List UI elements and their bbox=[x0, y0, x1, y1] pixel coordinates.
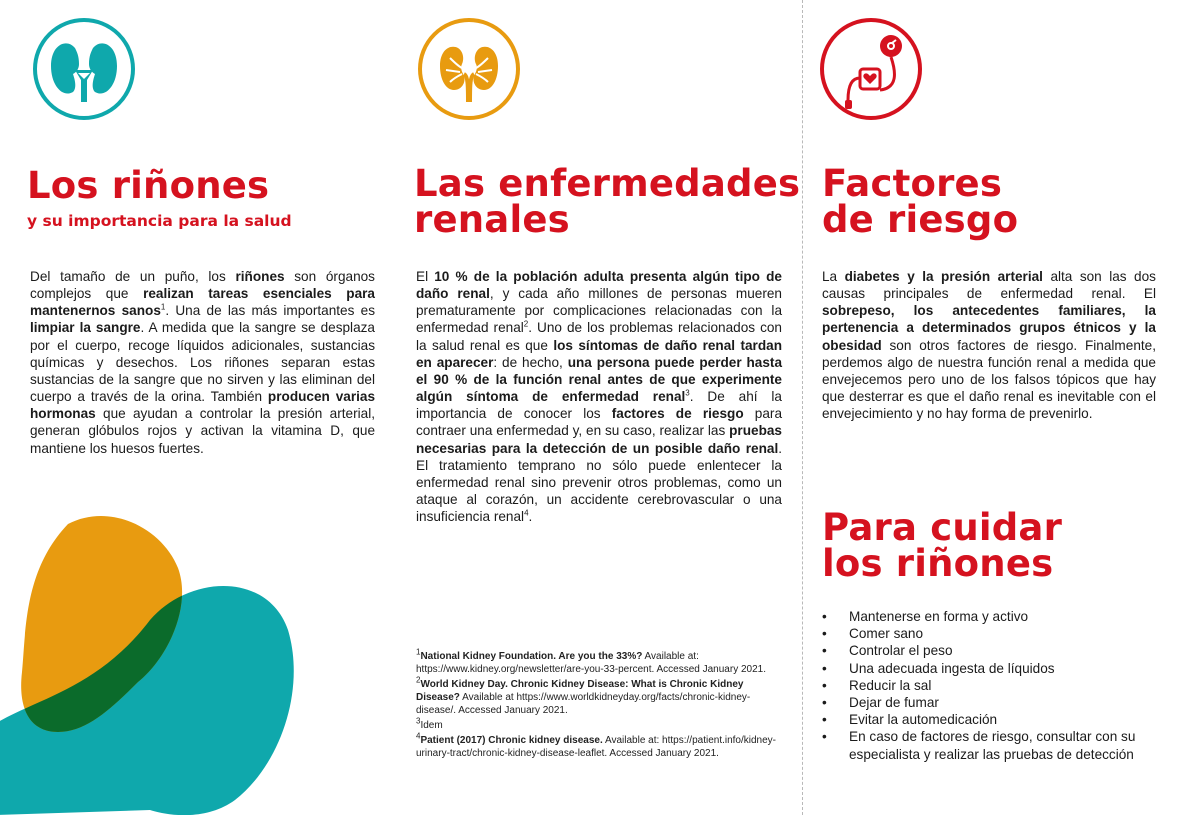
blood-pressure-monitor-icon bbox=[818, 16, 924, 122]
bold-run: 10 % de la población adulta presenta algún tipo de daño renal bbox=[416, 269, 782, 302]
text-run: Del tamaño de un puño, los bbox=[30, 269, 236, 284]
text-run: , y cada año millones de personas mueren prematuramente por complicaciones relacionadas con la enfermedad renal bbox=[416, 286, 782, 336]
col2-paragraph bbox=[416, 268, 782, 525]
bold-run: realizan tareas esenciales para mantenernos sanos bbox=[30, 286, 375, 319]
col1-subtitle: y su importancia para la salud bbox=[27, 212, 292, 230]
bold-run: factores de riesgo bbox=[611, 406, 744, 422]
text-run: alta son las dos causas principales de enfermedad renal. El bbox=[822, 269, 1156, 302]
footnote-mark: 2 bbox=[416, 675, 421, 685]
text-run: : de hecho, bbox=[493, 354, 568, 370]
bold-run: riñones bbox=[235, 269, 285, 284]
footnote-mark: 4 bbox=[524, 508, 529, 518]
text-run: Available at: https://patient.info/kidney-urinary-tract/chronic-kidney-disease-leaflet. Accessed January 2021. bbox=[416, 735, 777, 759]
tip-item: • Comer sano bbox=[822, 625, 1152, 642]
footnote-mark: 3 bbox=[685, 388, 690, 398]
tip-item: • En caso de factores de riesgo, consultar con su especialista y realizar las pruebas de detección bbox=[822, 728, 1152, 762]
tip-item: • Una adecuada ingesta de líquidos bbox=[822, 660, 1152, 677]
footnote-mark: 2 bbox=[523, 319, 529, 329]
text-run: Available at https://www.worldkidneyday.org/facts/chronic-kidney-disease/. Accessed January 2021. bbox=[416, 692, 751, 716]
footnote-mark: 3 bbox=[416, 716, 421, 726]
bold-run: National Kidney Foundation. Are you the 33%? bbox=[420, 651, 643, 662]
bold-run: limpiar la sangre bbox=[30, 320, 141, 336]
text-run: para contraer una enfermedad y, en su caso, realizar las bbox=[416, 406, 783, 439]
text-run: que ayudan a controlar la presión arterial, generan glóbulos rojos y activan la vitamina D, que mantiene los huesos fuertes. bbox=[30, 406, 375, 456]
text-run: . El tratamiento temprano no sólo puede enlentecer la enfermedad renal sino prevenir otros problemas, como un ataque al corazón, un accidente cerebrovascular o una insuficiencia renal bbox=[416, 440, 782, 525]
care-title-line2: los riñones bbox=[822, 542, 1054, 585]
text-run: . A medida que la sangre se desplaza por el cuerpo, recoge líquidos adicionales, sustancias químicas y desechos. Los riñones separan estas sustancias de la sangre que no sirven y las eliminan del cuerpo a través de la orina. También bbox=[30, 320, 375, 405]
decorative-kidney-shapes bbox=[0, 510, 300, 815]
reference-3 bbox=[416, 716, 782, 732]
reference-2 bbox=[416, 675, 782, 717]
reference-4 bbox=[416, 731, 782, 760]
col3-paragraph bbox=[822, 268, 1156, 422]
col2-title-line2: renales bbox=[414, 198, 570, 241]
care-tips-list bbox=[822, 608, 1152, 763]
text-run: . bbox=[528, 509, 533, 525]
footnote-mark: 4 bbox=[416, 731, 421, 741]
tip-item: • Mantenerse en forma y activo bbox=[822, 608, 1152, 625]
col2-title-line1: Las enfermedades bbox=[414, 162, 801, 205]
col1-title: Los riñones bbox=[27, 164, 270, 207]
care-title-line1: Para cuidar bbox=[822, 506, 1063, 549]
text-run: La bbox=[822, 269, 845, 284]
bold-run: World Kidney Day. Chronic Kidney Disease: What is Chronic Kidney Disease? bbox=[416, 679, 744, 703]
text-run: . Una de las más importantes es bbox=[165, 303, 375, 319]
text-run: Idem bbox=[420, 720, 443, 731]
tip-item: • Dejar de fumar bbox=[822, 694, 1152, 711]
col3-title-line2: de riesgo bbox=[822, 198, 1019, 241]
text-run: son órganos complejos que bbox=[30, 269, 375, 302]
reference-1 bbox=[416, 647, 782, 676]
bold-run: una persona puede perder hasta el 90 % de la función renal antes de que experimente algún síntoma de enfermedad renal bbox=[416, 354, 782, 405]
kidney-filter-icon bbox=[416, 16, 522, 122]
col3-title-line1: Factores bbox=[822, 162, 1003, 205]
fold-line bbox=[802, 0, 803, 815]
bold-run: producen varias hormonas bbox=[30, 389, 376, 422]
text-run: . Uno de los problemas relacionados con la salud renal es que bbox=[416, 320, 782, 353]
references bbox=[416, 647, 782, 762]
text-run: Available at: https://www.kidney.org/newsletter/are-you-33-percent. Accessed January 2021. bbox=[416, 651, 766, 675]
kidneys-icon bbox=[31, 16, 137, 122]
footnote-mark: 1 bbox=[160, 302, 166, 312]
bold-run: Patient (2017) Chronic kidney disease. bbox=[420, 735, 603, 746]
text-run: . De ahí la importancia de conocer los bbox=[416, 389, 782, 422]
bold-run: sobrepeso, los antecedentes familiares, la pertenencia a determinados grupos étnicos y la obesidad bbox=[822, 303, 1156, 353]
footnote-mark: 1 bbox=[416, 647, 421, 657]
col1-paragraph bbox=[30, 268, 375, 457]
tip-item: • Evitar la automedicación bbox=[822, 711, 1152, 728]
tip-item: • Reducir la sal bbox=[822, 677, 1152, 694]
tip-item: • Controlar el peso bbox=[822, 642, 1152, 659]
bold-run: diabetes y la presión arterial bbox=[844, 269, 1043, 284]
bold-run: los síntomas de daño renal tardan en aparecer bbox=[416, 337, 782, 370]
text-run: son otros factores de riesgo. Finalmente, perdemos algo de nuestra función renal a medida que envejecemos pero uno de los falsos tópicos que hay que desterrar es que el daño renal es inevitable con el envejecimiento y no hay forma de prevenirlo. bbox=[822, 337, 1156, 422]
bold-run: pruebas necesarias para la detección de un posible daño renal bbox=[416, 423, 782, 456]
text-run: El bbox=[416, 269, 435, 284]
